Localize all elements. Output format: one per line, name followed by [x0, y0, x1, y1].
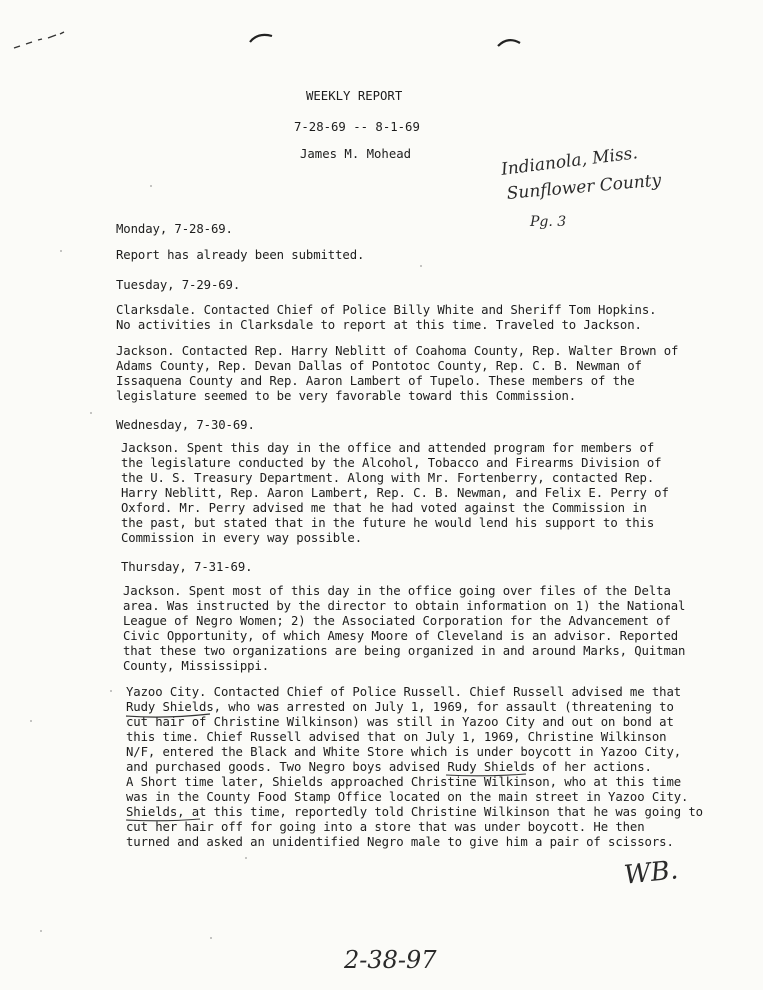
- tuesday-jackson-line-2: Adams County, Rep. Devan Dallas of Pontotoc County, Rep. C. B. Newman of: [116, 359, 642, 373]
- tuesday-clarksdale-line-2: No activities in Clarksdale to report at this time. Traveled to Jackson.: [116, 318, 642, 332]
- wednesday-line-4: Harry Neblitt, Rep. Aaron Lambert, Rep. C. B. Newman, and Felix E. Perry of: [121, 486, 669, 500]
- handwritten-file-number: 2-38-97: [344, 946, 437, 974]
- thursday-yazoo-line-11: turned and asked an unidentified Negro male to give him a pair of scissors.: [126, 835, 674, 849]
- thursday-yazoo-line-7: A Short time later, Shields approached Christine Wilkinson, who at this time: [126, 775, 682, 789]
- thursday-yazoo-line-8: was in the County Food Stamp Office located on the main street in Yazoo City.: [126, 790, 689, 804]
- thursday-yazoo-line-3: cut hair of Christine Wilkinson) was still in Yazoo City and out on bond at: [126, 715, 674, 729]
- handwritten-page-number: Pg. 3: [530, 214, 567, 230]
- tuesday-jackson-line-1: Jackson. Contacted Rep. Harry Neblitt of Coahoma County, Rep. Walter Brown of: [116, 344, 679, 358]
- scan-speck: [150, 185, 152, 187]
- tuesday-jackson-line-3: Issaquena County and Rep. Aaron Lambert of Tupelo. These members of the: [116, 374, 635, 388]
- scan-speck: [210, 937, 212, 939]
- scan-speck: [40, 930, 42, 932]
- thursday-jackson-line-5: that these two organizations are being organized in and around Marks, Quitman: [123, 644, 686, 658]
- thursday-yazoo-line-10: cut her hair off for going into a store that was under boycott. He then: [126, 820, 645, 834]
- wednesday-line-1: Jackson. Spent this day in the office and attended program for members of: [121, 441, 655, 455]
- scan-speck: [245, 857, 247, 859]
- thursday-yazoo-line-4: this time. Chief Russell advised that on July 1, 1969, Christine Wilkinson: [126, 730, 667, 744]
- thursday-yazoo-line-9: Shields, at this time, reportedly told Christine Wilkinson that he was going to: [126, 805, 703, 819]
- name-underline-mark: [124, 712, 214, 720]
- scan-speck: [60, 250, 62, 252]
- handwritten-county: Sunflower County: [506, 170, 662, 204]
- thursday-jackson-line-2: area. Was instructed by the director to obtain information on 1) the National: [123, 599, 686, 613]
- thursday-jackson-line-6: County, Mississippi.: [123, 659, 270, 673]
- thursday-yazoo-line-6: and purchased goods. Two Negro boys advised Rudy Shields of her actions.: [126, 760, 652, 774]
- thursday-yazoo-line-5: N/F, entered the Black and White Store which is under boycott in Yazoo City,: [126, 745, 682, 759]
- thursday-jackson-line-4: Civic Opportunity, of which Amesy Moore of Cleveland is an advisor. Reported: [123, 629, 679, 643]
- thursday-heading: Thursday, 7-31-69.: [121, 560, 253, 574]
- wednesday-line-2: the legislature conducted by the Alcohol, Tobacco and Firearms Division of: [121, 456, 662, 470]
- wednesday-heading: Wednesday, 7-30-69.: [116, 418, 255, 432]
- monday-text: Report has already been submitted.: [116, 248, 365, 262]
- name-underline-mark: [124, 817, 204, 823]
- tuesday-heading: Tuesday, 7-29-69.: [116, 278, 241, 292]
- scan-speck: [110, 690, 112, 692]
- wednesday-line-7: Commission in every way possible.: [121, 531, 363, 545]
- punch-hole-right-mark: [496, 34, 522, 48]
- monday-heading: Monday, 7-28-69.: [116, 222, 233, 236]
- scan-speck: [420, 265, 422, 267]
- thursday-yazoo-line-1: Yazoo City. Contacted Chief of Police Russell. Chief Russell advised me that: [126, 685, 682, 699]
- thursday-jackson-line-1: Jackson. Spent most of this day in the office going over files of the Delta: [123, 584, 671, 598]
- margin-stray-mark: [12, 30, 67, 52]
- thursday-yazoo-line-2: Rudy Shields, who was arrested on July 1, 1969, for assault (threatening to: [126, 700, 674, 714]
- tuesday-jackson-line-4: legislature seemed to be very favorable toward this Commission.: [116, 389, 577, 403]
- thursday-jackson-line-3: League of Negro Women; 2) the Associated Corporation for the Advancement of: [123, 614, 671, 628]
- wednesday-line-5: Oxford. Mr. Perry advised me that he had voted against the Commission in: [121, 501, 647, 515]
- report-date-range: 7-28-69 -- 8-1-69: [294, 120, 420, 134]
- scan-speck: [30, 720, 32, 722]
- scan-speck: [90, 412, 92, 414]
- name-underline-mark: [444, 772, 530, 778]
- wednesday-line-3: the U. S. Treasury Department. Along with Mr. Fortenberry, contacted Rep.: [121, 471, 655, 485]
- wednesday-line-6: the past, but stated that in the future he would lend his support to this: [121, 516, 655, 530]
- punch-hole-left-mark: [248, 30, 274, 44]
- handwritten-place: Indianola, Miss.: [500, 143, 639, 180]
- handwritten-initials: WB.: [622, 855, 680, 891]
- tuesday-clarksdale-line-1: Clarksdale. Contacted Chief of Police Billy White and Sheriff Tom Hopkins.: [116, 303, 657, 317]
- report-author: James M. Mohead: [300, 147, 412, 161]
- report-title: WEEKLY REPORT: [306, 89, 403, 103]
